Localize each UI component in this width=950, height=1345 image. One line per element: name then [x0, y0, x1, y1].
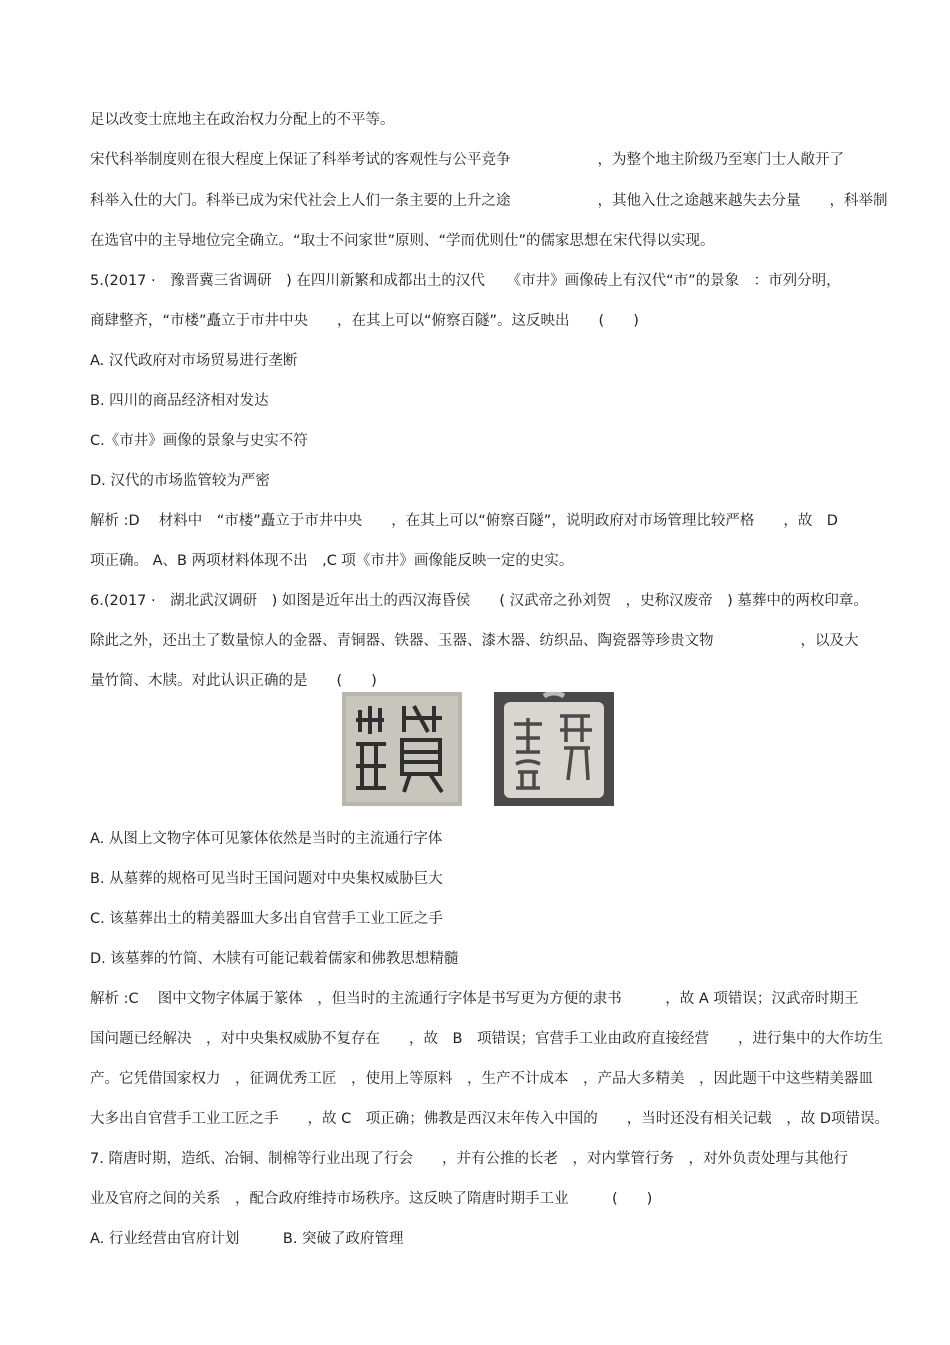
question-5-stem: 5.(2017 · 豫晋冀三省调研 ) 在四川新繁和成都出土的汉代 《市井》画像砖上有汉代“市”的景象 ：市列分明， [90, 273, 841, 289]
text-line: 宋代科举制度则在很大程度上保证了科举考试的客观性与公平竞争 ，为整个地主阶级乃至寒门士人敞开了 [90, 152, 844, 168]
question-6-stem: 除此之外，还出土了数量惊人的金器、青铜器、铁器、玉器、漆木器、纺织品、陶瓷器等珍贵文物 ，以及大 [90, 633, 859, 649]
explanation-6: 大多出自官营手工业工匠之手 ，故 C 项正确；佛教是西汉末年传入中国的 ，当时还没有相关记载 ，故 D项错误。 [90, 1111, 890, 1127]
question-6-stem: 量竹简、木牍。对此认识正确的是 ( ) [90, 673, 377, 689]
text-line: 科举入仕的大门。科举已成为宋代社会上人们一条主要的上升之途 ，其他入仕之途越来越失去分量 ，科举制 [90, 193, 888, 209]
option-c: C. 该墓葬出土的精美器皿大多出自官营手工业工匠之手 [90, 911, 443, 927]
option-a: A. 汉代政府对市场贸易进行垄断 [90, 353, 298, 369]
explanation-6: 产。它凭借国家权力 ，征调优秀工匠 ，使用上等原料 ，生产不计成本 ，产品大多精美 ，因此题干中这些精美器皿 [90, 1071, 873, 1087]
option-b: B. 四川的商品经济相对发达 [90, 393, 269, 409]
explanation-5: 解析 :D 材料中 “市楼”矗立于市井中央 ，在其上可以“俯察百隧”，说明政府对市场管理比较严格 ，故 D [90, 513, 838, 529]
option-c: C.《市井》画像的景象与史实不符 [90, 433, 308, 449]
question-5-stem: 商肆整齐，“市楼”矗立于市井中央 ，在其上可以“俯察百隧”。这反映出 ( ) [90, 313, 639, 329]
explanation-5: 项正确。 A、B 两项材料体现不出 ,C 项《市井》画像能反映一定的史实。 [90, 553, 574, 569]
seal-images [342, 692, 616, 808]
question-6-stem: 6.(2017 · 湖北武汉调研 ) 如图是近年出土的西汉海昏侯 ( 汉武帝之孙刘贺 ，史称汉废帝 ) 墓葬中的两枚印章。 [90, 593, 868, 609]
explanation-6: 国问题已经解决 ，对中央集权威胁不复存在 ，故 B 项错误；官营手工业由政府直接经营 ，进行集中的大作坊生 [90, 1031, 883, 1047]
option-b: B. 从墓葬的规格可见当时王国问题对中央集权威胁巨大 [90, 871, 443, 887]
option-a: A. 从图上文物字体可见篆体依然是当时的主流通行字体 [90, 831, 443, 847]
seal-image-right [494, 692, 614, 806]
question-7-stem: 7. 隋唐时期，造纸、冶铜、制棉等行业出现了行会 ，并有公推的长老 ，对内掌管行务 ，对外负责处理与其他行 [90, 1151, 848, 1167]
seal-image-left [342, 692, 462, 806]
text-line: 在选官中的主导地位完全确立。“取士不问家世”原则、“学而优则仕”的儒家思想在宋代得以实现。 [90, 233, 715, 249]
question-7-stem: 业及官府之间的关系 ，配合政府维持市场秩序。这反映了隋唐时期手工业 ( ) [90, 1191, 653, 1207]
option-d: D. 汉代的市场监管较为严密 [90, 473, 270, 489]
option-d: D. 该墓葬的竹简、木牍有可能记载着儒家和佛教思想精髓 [90, 951, 459, 967]
explanation-6: 解析 :C 图中文物字体属于篆体 ，但当时的主流通行字体是书写更为方便的隶书 ，故 A 项错误；汉武帝时期王 [90, 991, 859, 1007]
text-line: 足以改变士庶地主在政治权力分配上的不平等。 [90, 112, 395, 128]
options-a-b: A. 行业经营由官府计划 B. 突破了政府管理 [90, 1231, 404, 1247]
